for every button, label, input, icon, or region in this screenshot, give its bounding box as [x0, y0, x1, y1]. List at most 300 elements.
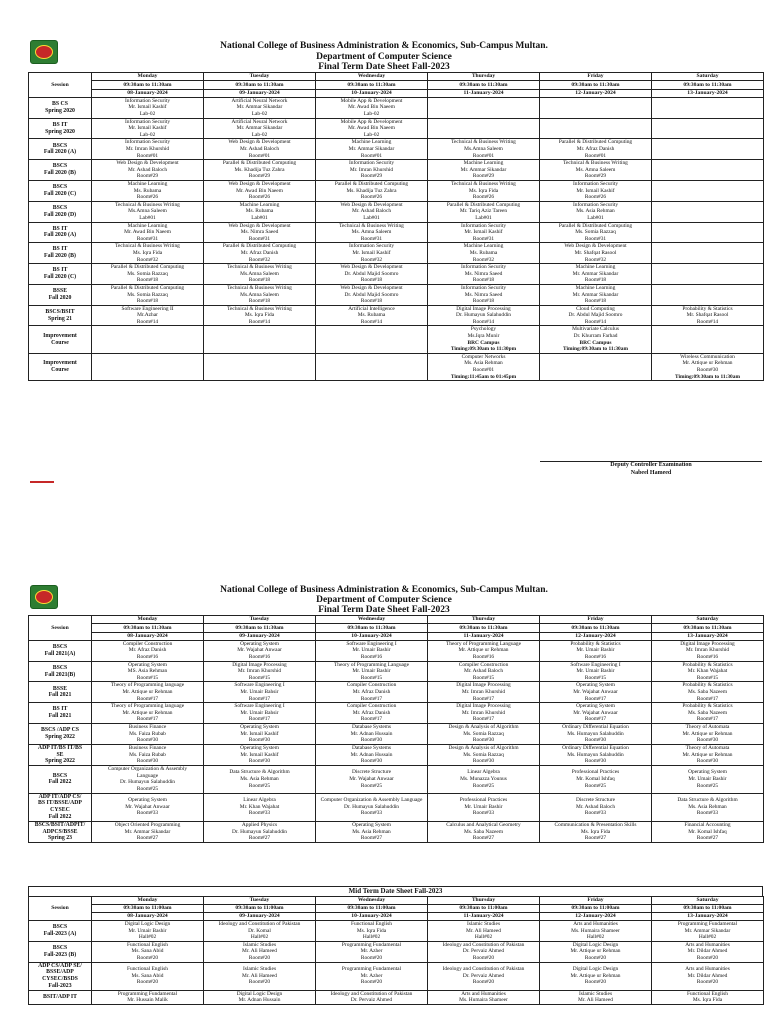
day-day: Saturday: [652, 616, 764, 624]
exam-detail: BRC Campus: [467, 339, 500, 346]
exam-detail: Ms. Iqra Fida: [244, 312, 275, 319]
exam-detail: Ms. Asia Rehman: [240, 776, 279, 783]
exam-detail: Ms.Amna Saleem: [240, 270, 279, 277]
course-name: Theory of Automata: [685, 724, 730, 731]
course-name: Islamic Studies: [242, 941, 277, 948]
exam-detail: Dr. Humayun Salahuddin: [344, 803, 399, 810]
exam-cell: [540, 661, 652, 682]
exam-detail: Ms. Iqra Fida: [356, 927, 387, 934]
exam-cell: [204, 703, 316, 724]
exam-detail: Dr. Abdul Majid Soomro: [344, 291, 399, 298]
exam-detail: Room#27: [360, 835, 383, 842]
session-label: BS IT: [52, 121, 68, 128]
course-name: Data Structure & Algorithm: [229, 769, 290, 776]
session-label: Fall-2023 (A): [43, 930, 77, 937]
course-name: Technical & Business Writing: [563, 160, 628, 167]
exam-cell: [652, 744, 764, 765]
day-day: Tuesday: [204, 73, 316, 81]
exam-detail: Room#18: [248, 277, 271, 284]
exam-detail: Mr. Adnan Hussain: [350, 730, 393, 737]
exam-cell: [92, 766, 204, 793]
course-name: Information Security: [124, 118, 171, 125]
course-name: Functional English: [351, 921, 392, 927]
exam-detail: Room#18: [360, 298, 383, 305]
day-day: Wednesday: [316, 897, 428, 905]
exam-detail: Room#26: [584, 194, 607, 201]
exam-detail: Room#01: [248, 152, 271, 159]
exam-cell: [428, 703, 540, 724]
exam-detail: Mr. Awad Bin Naeem: [348, 125, 395, 132]
course-name: Information Security: [460, 264, 507, 271]
table-row: [29, 640, 764, 661]
exam-detail: Mr. Afraz Danish: [240, 249, 279, 256]
course-name: Software Engineering I: [234, 682, 285, 689]
exam-detail: Ms. Iqra Fida: [468, 187, 499, 194]
exam-cell: [316, 661, 428, 682]
day-date: 11-January-2024: [428, 632, 540, 640]
course-name: Database Systems: [351, 724, 392, 731]
course-name: Technical & Business Writing: [115, 243, 180, 250]
exam-detail: Mr. Awad Bin Naeem: [124, 229, 171, 236]
course-name: Ideology and Constitution of Pakistan: [330, 990, 413, 997]
course-name: Operating System: [240, 745, 279, 752]
exam-detail: Room#14: [472, 318, 495, 325]
exam-detail: Timing:11:45am to 01:45pm: [450, 373, 517, 380]
exam-detail: Mr. Wajahat Anwaar: [573, 689, 618, 696]
course-name: Theory of Programming Language: [446, 640, 521, 647]
session-label: ADP IT/BS IT/BS: [37, 744, 83, 751]
exam-cell: [428, 821, 540, 842]
session-label: BSSE: [52, 685, 68, 692]
exam-detail: Room#15: [696, 674, 719, 681]
exam-detail: Mr. Attique ur Rehman: [682, 751, 733, 758]
table-row: [29, 703, 764, 724]
session-label: Fall 2020 (B): [44, 170, 76, 177]
exam-detail: Room#17: [696, 695, 719, 702]
exam-cell: [428, 990, 540, 1004]
header-row-day: [29, 616, 764, 624]
exam-detail: Mr. Imran Khurshid: [349, 166, 394, 173]
exam-detail: Ms. Somia Razzaq: [575, 229, 616, 236]
session-label: Fall 2021(B): [44, 671, 76, 678]
course-name: Business Finance: [128, 745, 167, 752]
exam-detail: Room#01: [472, 152, 495, 159]
session-label: Spring 23: [48, 835, 72, 842]
day-date: 10-January-2024: [316, 632, 428, 640]
course-name: Programming Fundamental: [117, 990, 178, 997]
exam-detail: Room#33: [136, 810, 159, 817]
exam-detail: Hall#02: [250, 934, 269, 941]
session-label: Fall 2021: [48, 713, 72, 720]
course-name: Operating System: [128, 797, 167, 804]
final-date-sheet-table: [28, 615, 764, 843]
exam-detail: Mr. Azher: [360, 948, 383, 955]
exam-detail: Room#16: [248, 654, 271, 661]
exam-detail: Room#32: [584, 256, 607, 263]
session-label: BSCS: [52, 643, 68, 650]
day-date: 11-January-2024: [428, 89, 540, 97]
exam-detail: Mr. Tariq Aziz Tareen: [459, 208, 508, 215]
course-name: Parallel & Distributed Computing: [110, 264, 185, 271]
exam-detail: Mr. Ashad Baloch: [239, 146, 280, 153]
course-name: Probability & Statistics: [682, 703, 733, 710]
exam-detail: Ms. Iqra Fida: [132, 249, 163, 256]
day-time: 09:30am to 11:30am: [316, 81, 428, 89]
day-time: 09:30am to 11:30am: [428, 81, 540, 89]
table-row: [29, 766, 764, 793]
exam-cell: [92, 990, 204, 1004]
exam-detail: Room#20: [360, 954, 383, 961]
sheet-title: Final Term Date Sheet Fall-2023: [318, 62, 450, 72]
day-time: 09:30am to 11:30am: [204, 81, 316, 89]
exam-detail: Room#20: [248, 954, 271, 961]
department-name: Department of Computer Science: [316, 52, 452, 62]
course-name: Machine Learning: [351, 139, 392, 146]
exam-detail: Mr. Umair Bashir: [352, 668, 391, 675]
exam-detail: Room#29: [248, 173, 271, 180]
course-name: Web Design & Development: [228, 181, 291, 188]
course-name: Programming Fundamental: [341, 966, 402, 973]
exam-cell: [316, 962, 428, 990]
exam-detail: Room#25: [696, 782, 719, 789]
day-time: 09:30am to 11:30am: [540, 81, 652, 89]
exam-detail: Ms. Humayun Salahuddin: [567, 730, 624, 737]
exam-detail: Ms. Faiza Rubab: [129, 730, 166, 737]
exam-detail: Mr. Afraz Danish: [352, 709, 391, 716]
college-name: National College of Business Administration & Economics, Sub-Campus Multan.: [220, 41, 548, 51]
course-name: Linear Algebra: [467, 769, 500, 776]
exam-detail: Room#20: [472, 979, 495, 986]
exam-detail: Mr. Adnan Hussain: [350, 751, 393, 758]
exam-detail: Room#26: [248, 194, 271, 201]
course-name: Parallel & Distributed Computing: [558, 139, 633, 146]
exam-detail: BRC Campus: [579, 339, 612, 346]
day-date: 10-January-2024: [316, 913, 428, 921]
exam-detail: Mr. Komal Ishfaq: [576, 776, 615, 783]
day-time: 09:30am to 11:00am: [204, 905, 316, 913]
exam-detail: Mr. Ismail Kashif: [128, 104, 167, 111]
course-name: Theory of Automata: [685, 745, 730, 752]
exam-detail: Mr. Ammar Sikandar: [348, 146, 395, 153]
exam-detail: Room#18: [360, 277, 383, 284]
session-label: Spring 2022: [45, 733, 75, 740]
exam-detail: Ms. Saba Nazeem: [463, 828, 504, 835]
table-row: [29, 661, 764, 682]
exam-detail: Mr.Azhar: [137, 312, 158, 319]
session-label: Fall 2020: [48, 294, 72, 301]
exam-detail: Ms. Saba Nazeem: [687, 709, 728, 716]
day-time: 09:30am to 11:30am: [92, 81, 204, 89]
exam-detail: Mr. Attique ur Rehman: [682, 360, 733, 367]
course-name: Technical & Business Writing: [451, 139, 516, 146]
table-row: [29, 921, 764, 942]
exam-detail: Ms. Nimra Saeed: [464, 270, 503, 277]
exam-detail: Room#31: [360, 235, 383, 242]
exam-cell: [204, 766, 316, 793]
course-name: Machine Learning: [463, 160, 504, 167]
session-label: BSSE/ADP: [46, 969, 74, 976]
exam-detail: Ms. Asia Rehman: [576, 208, 615, 215]
exam-detail: Room#20: [136, 954, 159, 961]
exam-cell: [204, 962, 316, 990]
exam-detail: Mr. Shafqat Rasool: [686, 312, 729, 319]
session-label: BSCS: [52, 163, 68, 170]
session-label: Fall 2020 (A): [43, 149, 77, 156]
exam-detail: Dr. Abdul Majid Soomro: [568, 312, 623, 319]
exam-cell: [428, 661, 540, 682]
exam-detail: Room#15: [472, 674, 495, 681]
exam-detail: Mr. Attique ur Rehman: [458, 647, 509, 654]
course-name: Cloud Computing: [576, 305, 615, 312]
exam-detail: Lab-02: [139, 131, 156, 138]
exam-detail: Room#18: [136, 298, 159, 305]
course-name: Information Security: [572, 201, 619, 208]
exam-detail: Room#30: [248, 737, 271, 744]
exam-detail: Room#32: [360, 256, 383, 263]
exam-detail: Ms. Khadija Tuz Zahra: [234, 166, 285, 173]
exam-detail: Room#31: [248, 235, 271, 242]
exam-cell: [540, 990, 652, 1004]
course-name: Theory of Programming language: [110, 703, 185, 710]
exam-detail: Room#17: [360, 695, 383, 702]
exam-detail: Dr. Pervaiz Ahmed: [462, 972, 505, 979]
session-label: Fall 2022: [48, 779, 72, 786]
exam-detail: Mr. Ali Hameed: [242, 972, 277, 979]
session-label: ADP IT/ADP CS/: [38, 793, 82, 800]
course-name: Design & Analysis of Algorithm: [448, 745, 519, 752]
course-name: Functional English: [127, 966, 168, 973]
course-name: Parallel & Distributed Computing: [110, 284, 185, 291]
exam-detail: Hall#02: [586, 934, 605, 941]
exam-detail: Room#18: [472, 298, 495, 305]
course-name: Parallel & Distributed Computing: [334, 181, 409, 188]
session-label: SE: [56, 751, 64, 758]
course-name: Applied Physics: [241, 822, 278, 829]
course-name: Professional Practices: [459, 797, 508, 804]
sheet-title: Final Term Date Sheet Fall-2023: [318, 605, 450, 615]
exam-detail: Room#30: [696, 758, 719, 765]
exam-detail: Ms. Rubama: [357, 312, 386, 319]
exam-detail: Room#17: [248, 716, 271, 723]
exam-detail: Mr. Azher: [360, 972, 383, 979]
exam-detail: Room#20: [696, 954, 719, 961]
day-day: Thursday: [428, 73, 540, 81]
exam-detail: Hall#02: [362, 934, 381, 941]
exam-detail: Mr. Ammar Sikandar: [460, 166, 507, 173]
exam-cell: [428, 921, 540, 942]
exam-cell: [92, 744, 204, 765]
course-name: Information Security: [348, 160, 395, 167]
exam-cell: [92, 724, 204, 745]
day-date: 08-January-2024: [92, 89, 204, 97]
exam-detail: Ms. Rubama: [469, 249, 498, 256]
session-label: Fall-2023: [48, 982, 72, 989]
exam-cell: [204, 682, 316, 703]
session-label: Fall 2020 (B): [44, 253, 76, 260]
exam-detail: Dr. Pervaiz Ahmed: [350, 997, 393, 1004]
course-name: Parallel & Distributed Computing: [222, 160, 297, 167]
exam-detail: Mr. Imran Khurshid: [125, 146, 170, 153]
exam-detail: Room#18: [584, 277, 607, 284]
exam-detail: Ms. Asia Rehman: [688, 803, 727, 810]
table-row: [29, 682, 764, 703]
course-name: Theory of Programming Language: [334, 661, 409, 668]
session-label: ADP CS/ADP SE/: [38, 962, 82, 969]
exam-detail: Lab-02: [139, 111, 156, 118]
session-label: Fall 2021: [48, 692, 72, 699]
exam-detail: Mr. Shafqat Rasool: [574, 249, 617, 256]
day-time: 09:30am to 11:30am: [540, 624, 652, 632]
course-name: Ideology and Constitution of Pakistan: [442, 966, 525, 973]
exam-detail: Room#20: [472, 954, 495, 961]
exam-detail: Room#20: [248, 979, 271, 986]
session-cell: [29, 793, 92, 821]
course-name: Design & Analysis of Algorithm: [448, 724, 519, 731]
day-date: 08-January-2024: [92, 913, 204, 921]
exam-detail: Room#30: [584, 758, 607, 765]
course-name: Ideology and Constitution of Pakistan: [218, 921, 301, 927]
exam-cell: [652, 682, 764, 703]
course-name: Computer Organization & Assembly: [107, 766, 188, 773]
exam-cell: [652, 962, 764, 990]
session-label: BSCS/BSIT/ADPIT/: [34, 821, 86, 828]
mid-sheet-title: Mid Term Date Sheet Fall-2023: [28, 886, 763, 897]
session-label: BSCS: [52, 204, 68, 211]
exam-detail: Mr. Imran Khurshid: [237, 668, 282, 675]
exam-detail: Room#15: [584, 674, 607, 681]
exam-detail: Mr. Ali Hameed: [242, 948, 277, 955]
session-cell: [29, 744, 92, 765]
session-label: BSIT/ADP IT: [43, 993, 77, 1000]
exam-cell: [92, 821, 204, 842]
exam-cell: [652, 766, 764, 793]
exam-detail: Mr. Afraz Danish: [128, 647, 167, 654]
exam-detail: Mr. Ismail Kashif: [128, 125, 167, 132]
course-name: Machine Learning: [127, 181, 168, 188]
exam-detail: Room#14: [248, 318, 271, 325]
day-date: 13-January-2024: [652, 632, 764, 640]
session-label: Fall 2021(A): [44, 650, 76, 657]
course-name: Operating System: [240, 724, 279, 731]
day-time: 09:30am to 11:00am: [316, 905, 428, 913]
exam-detail: Mr. Attique ur Rehman: [682, 730, 733, 737]
day-date: 09-January-2024: [204, 632, 316, 640]
exam-detail: Ms. Faiza Rubab: [129, 751, 166, 758]
exam-detail: Mr. Attique ur Rehman: [122, 709, 173, 716]
exam-detail: Ms.Amna Saleem: [240, 291, 279, 298]
course-name: Wireless Communication: [680, 353, 735, 360]
course-name: Programming Fundamental: [677, 921, 738, 927]
course-name: Functional English: [687, 990, 728, 997]
session-cell: [29, 921, 92, 942]
exam-detail: Room#32: [248, 256, 271, 263]
exam-detail: Mr. Umair Bashir: [352, 647, 391, 654]
exam-detail: Mr. Ashad Baloch: [351, 208, 392, 215]
course-name: Parallel & Distributed Computing: [446, 201, 521, 208]
exam-cell: [540, 921, 652, 942]
exam-detail: Dr. Humayun Salahuddin: [120, 779, 175, 786]
course-name: Information Security: [348, 243, 395, 250]
day-time: 09:30am to 11:30am: [204, 624, 316, 632]
course-name: Digital Image Processing: [680, 640, 735, 647]
day-time: 09:30am to 11:00am: [92, 905, 204, 913]
exam-detail: Mr. Khan Wajahat: [239, 803, 280, 810]
course-name: Operating System: [688, 769, 727, 776]
exam-cell: [652, 941, 764, 962]
course-name: Arts and Humanities: [685, 966, 730, 973]
exam-detail: Mr. Ismail Kashif: [352, 249, 391, 256]
controller-name: Nabeel Hameed: [630, 470, 672, 476]
course-name: Web Design & Development: [340, 264, 403, 271]
session-label: Fall 2020 (D): [43, 211, 77, 218]
exam-detail: Ms. Somia Razzaq: [463, 730, 504, 737]
day-time: 09:30am to 11:30am: [652, 624, 764, 632]
exam-detail: Room#31: [584, 235, 607, 242]
course-name: Islamic Studies: [578, 990, 613, 997]
exam-detail: Room#16: [136, 654, 159, 661]
exam-detail: Lab#01: [475, 214, 492, 221]
session-label: BS IT: [52, 706, 68, 713]
exam-detail: Room#30: [472, 737, 495, 744]
exam-detail: Room#15: [360, 674, 383, 681]
table-row: [29, 941, 764, 962]
exam-detail: Room#27: [136, 835, 159, 842]
course-name: Machine Learning: [239, 201, 280, 208]
exam-detail: Room#27: [248, 835, 271, 842]
course-name: Machine Learning: [127, 222, 168, 229]
exam-cell: [428, 682, 540, 703]
exam-detail: Room#01: [472, 367, 495, 374]
exam-detail: Ms. Rubama: [245, 208, 274, 215]
course-name: Financial Accounting: [684, 822, 731, 829]
exam-detail: Room#17: [472, 695, 495, 702]
session-label: BSCS: [52, 142, 68, 149]
exam-detail: Mr. Attique ur Rehman: [570, 972, 621, 979]
exam-cell: [652, 793, 764, 821]
college-name: National College of Business Administration & Economics, Sub-Campus Multan.: [220, 585, 548, 595]
exam-detail: Mr. Attique ur Rehman: [122, 689, 173, 696]
course-name: Ordinary Differential Equation: [562, 745, 629, 752]
course-name: Information Security: [124, 97, 171, 104]
session-cell: [29, 640, 92, 661]
exam-cell: [204, 744, 316, 765]
exam-cell: [316, 793, 428, 821]
course-name: Technical & Business Writing: [451, 181, 516, 188]
session-label: BSCS: [52, 184, 68, 191]
day-date: 13-January-2024: [652, 89, 764, 97]
exam-detail: Room#33: [584, 810, 607, 817]
course-name: Operating System: [240, 640, 279, 647]
table-row: [29, 793, 764, 821]
exam-detail: Ms. Humayun Salahuddin: [567, 751, 624, 758]
exam-detail: Dr. Humayun Salahuddin: [232, 828, 287, 835]
session-label: Spring 2020: [45, 107, 75, 114]
exam-detail: Room#16: [472, 654, 495, 661]
day-day: Wednesday: [316, 616, 428, 624]
exam-detail: Room#29: [136, 173, 159, 180]
mid-date-sheet-table: [28, 896, 764, 1005]
exam-detail: Mr. Ashad Baloch: [127, 166, 168, 173]
course-name: Web Design & Development: [228, 222, 291, 229]
exam-detail: Room#27: [472, 835, 495, 842]
exam-cell: [316, 703, 428, 724]
session-label: BSCS: [52, 944, 68, 951]
session-label: CYSEC: [50, 807, 70, 814]
exam-detail: Room#17: [696, 716, 719, 723]
exam-cell: [428, 766, 540, 793]
exam-detail: Room#15: [136, 674, 159, 681]
session-label: BS IT: [52, 246, 68, 253]
